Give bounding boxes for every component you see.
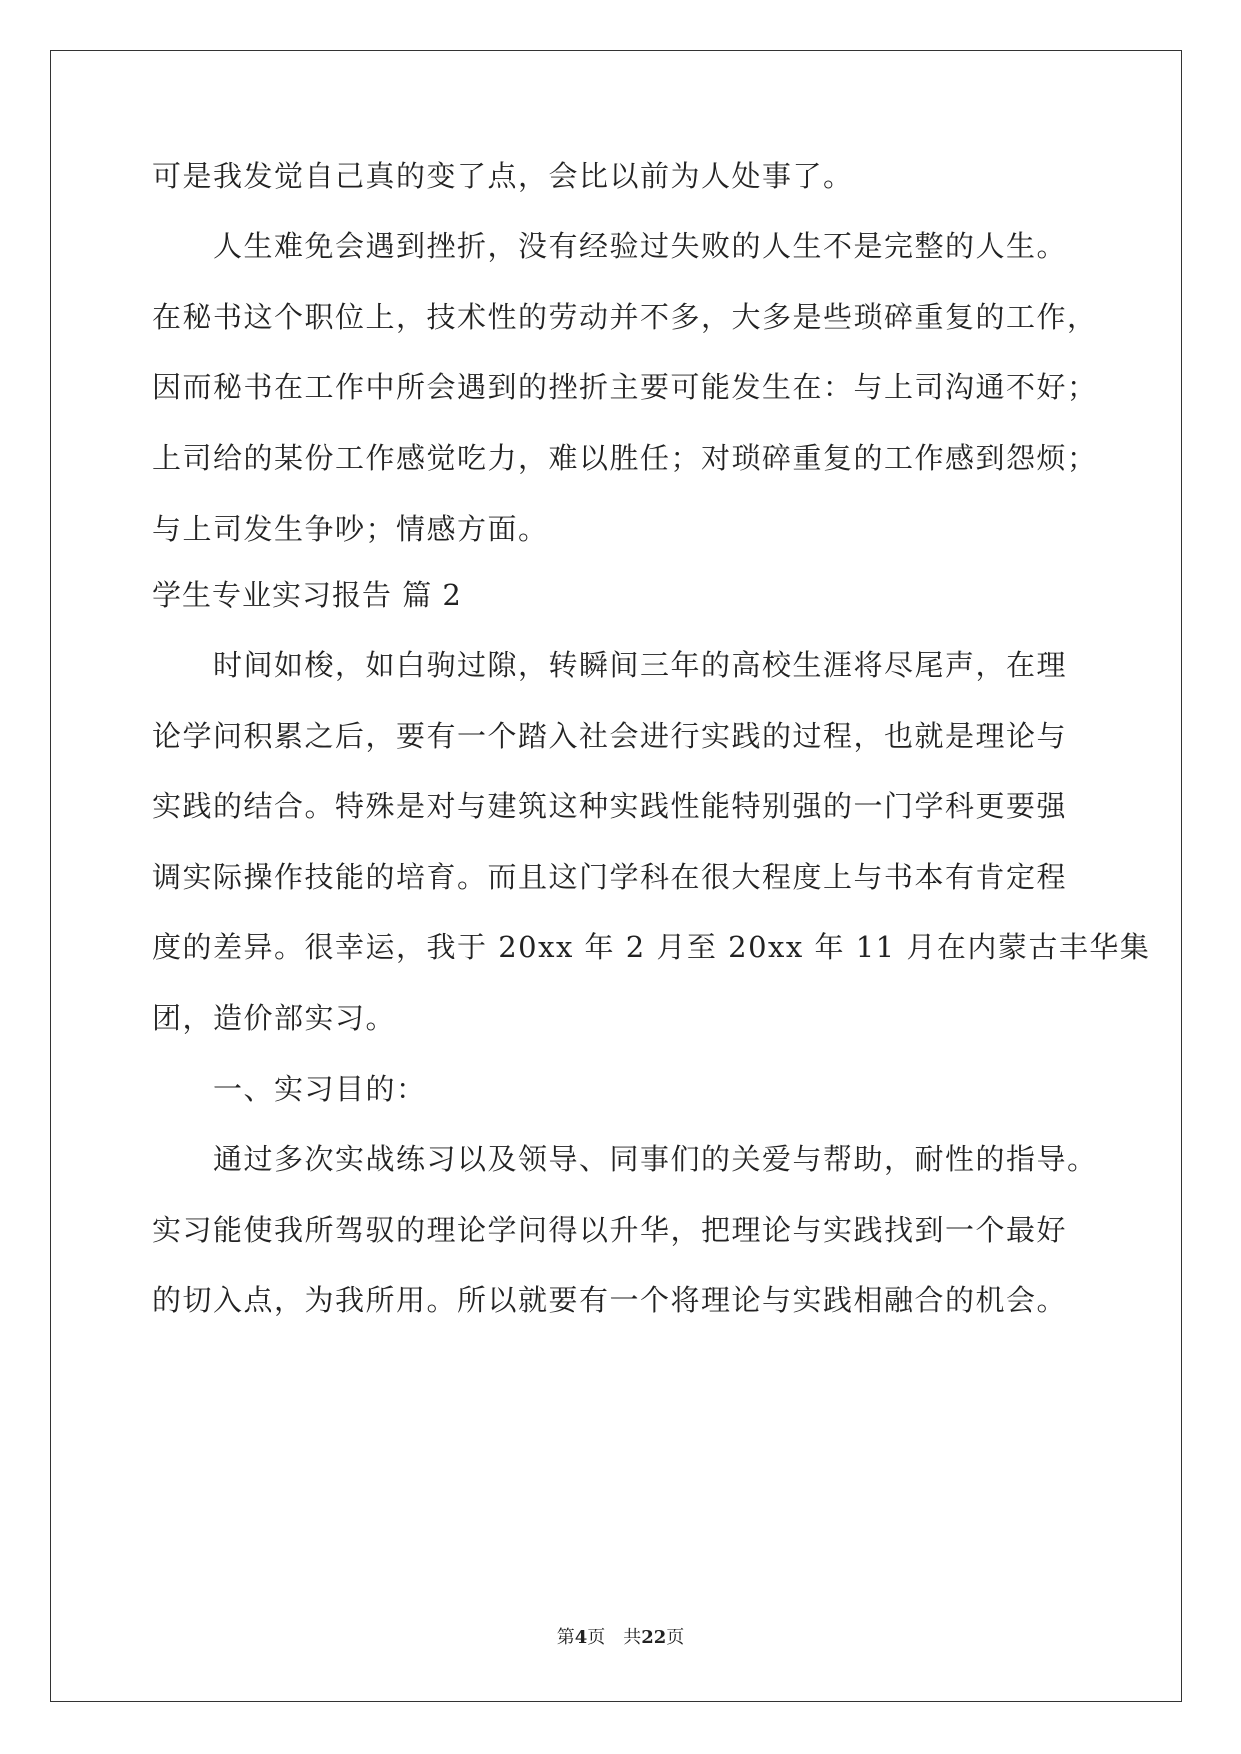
paragraph-line: 在秘书这个职位上，技术性的劳动并不多，大多是些琐碎重复的工作， xyxy=(152,300,1098,334)
paragraph-line: 度的差异。很幸运，我于 20xx 年 2 月至 20xx 年 11 月在内蒙古丰华集 xyxy=(152,930,1151,964)
footer-suffix: 页 xyxy=(666,1627,685,1648)
current-page-number: 4 xyxy=(574,1627,588,1648)
subheading: 一、实习目的： xyxy=(213,1072,427,1106)
paragraph-line: 的切入点，为我所用。所以就要有一个将理论与实践相融合的机会。 xyxy=(152,1283,1068,1317)
paragraph-line: 可是我发觉自己真的变了点，会比以前为人处事了。 xyxy=(152,159,854,193)
section-heading: 学生专业实习报告 篇 2 xyxy=(152,578,462,612)
footer-prefix: 第 xyxy=(556,1627,575,1648)
paragraph-line: 因而秘书在工作中所会遇到的挫折主要可能发生在：与上司沟通不好； xyxy=(152,370,1098,404)
paragraph-line: 通过多次实战练习以及领导、同事们的关爱与帮助，耐性的指导。 xyxy=(213,1142,1098,1176)
total-page-count: 22 xyxy=(641,1627,667,1648)
paragraph-line: 实践的结合。特殊是对与建筑这种实践性能特别强的一门学科更要强 xyxy=(152,789,1068,823)
paragraph-line: 与上司发生争吵；情感方面。 xyxy=(152,512,549,546)
paragraph-line: 上司给的某份工作感觉吃力，难以胜任；对琐碎重复的工作感到怨烦； xyxy=(152,441,1098,475)
paragraph-line: 团，造价部实习。 xyxy=(152,1001,397,1035)
paragraph-line: 时间如梭，如白驹过隙，转瞬间三年的高校生涯将尽尾声，在理 xyxy=(213,648,1068,682)
paragraph-line: 论学问积累之后，要有一个踏入社会进行实践的过程，也就是理论与 xyxy=(152,719,1068,753)
paragraph-line: 实习能使我所驾驭的理论学问得以升华，把理论与实践找到一个最好 xyxy=(152,1213,1068,1247)
footer-mid: 页 共 xyxy=(587,1627,642,1648)
page-footer xyxy=(0,1626,1241,1650)
paragraph-line: 调实际操作技能的培育。而且这门学科在很大程度上与书本有肯定程 xyxy=(152,860,1068,894)
paragraph-line: 人生难免会遇到挫折，没有经验过失败的人生不是完整的人生。 xyxy=(213,229,1068,263)
